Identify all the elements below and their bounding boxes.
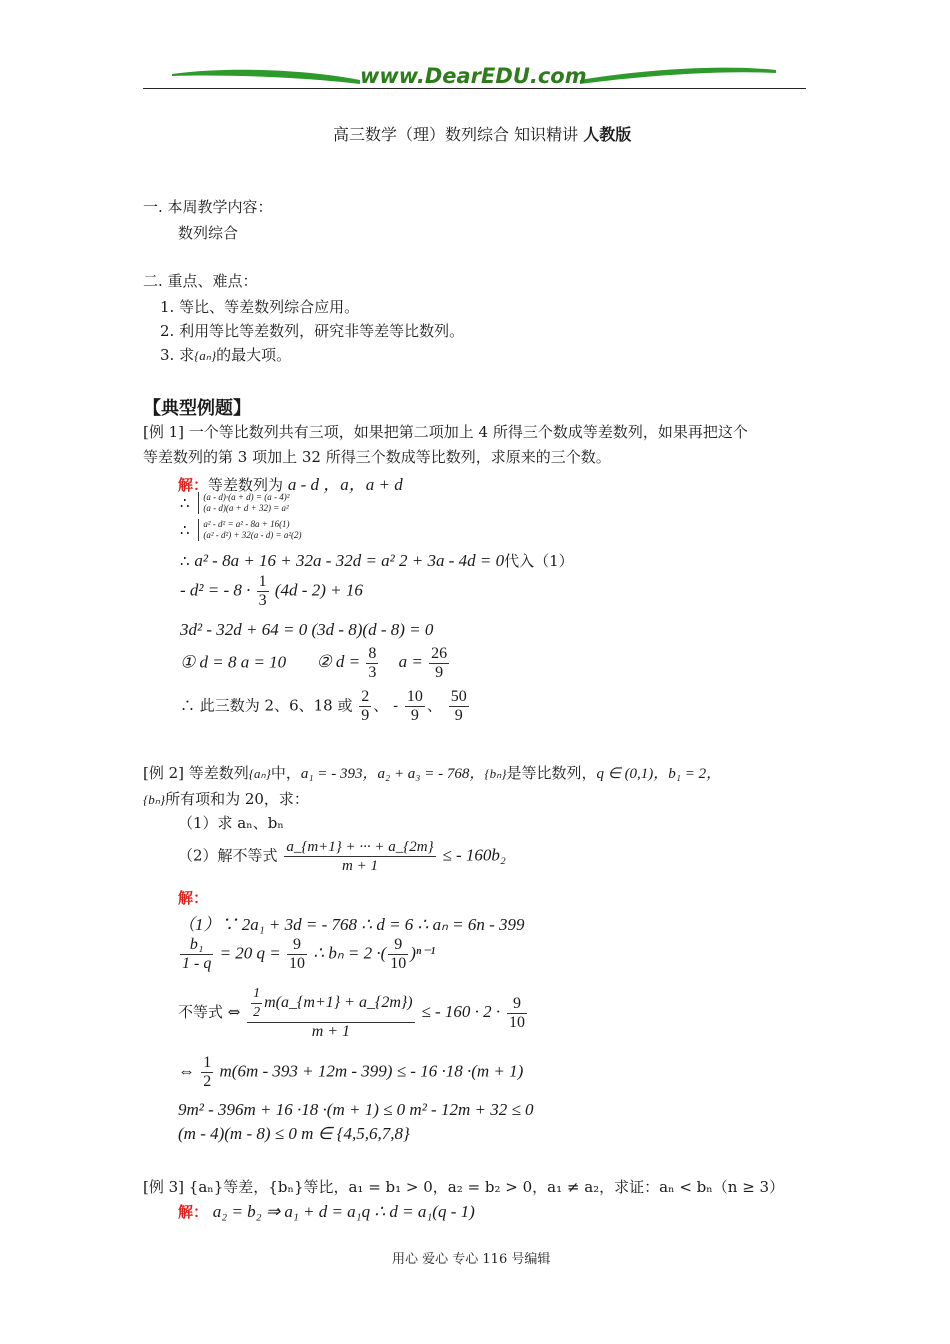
ex2-line1: [例 2] 等差数列{aₙ}中，a₁ = - 393，a₂ + a₃ = - 768，{bₙ}是等比数列，q ∈ (0,1)，b₁ = 2， bbox=[143, 764, 722, 782]
logo-text: www.DearEDU.com bbox=[360, 64, 587, 88]
ex2-q1: （1）求 aₙ、bₙ bbox=[178, 814, 284, 832]
ex1-equation-line: ∴ a² - 8a + 16 + 32a - 32d = a² 2 + 3a - 4d = 0代入（1） bbox=[180, 551, 574, 570]
title-main: 高三数学（理）数列综合 知识精讲 bbox=[333, 125, 584, 144]
header-rule bbox=[143, 88, 806, 89]
ex2-step2: $\frac{\text{b₁}}{1 - q}$ = 20 q = $\frac{9}{10}$ ∴ bₙ = 2 ·( $\frac{9}{10}$ )ⁿ⁻¹ bbox=[182, 936, 436, 972]
title-edition: 人教版 bbox=[583, 125, 632, 144]
ex1-quadratic: 3d² - 32d + 64 = 0 (3d - 8)(d - 8) = 0 bbox=[180, 620, 434, 639]
ex1-system2: ∴ a² - d² = a² - 8a + 16(1) (a² - d²) + 32(a - d) = a²(2) bbox=[180, 519, 302, 540]
ex1-line1: [例 1] 一个等比数列共有三项，如果把第二项加上 4 所得三个数成等差数列，如果再把这个 bbox=[143, 423, 748, 441]
ex2-q2: （2）解不等式 $\frac{a\_\{m+1\} + \cdot\cdot\cdot + a\_\{2m\}}{m + 1}$ ≤ - 160b₂ bbox=[178, 839, 506, 874]
ex2-step5: 9m² - 396m + 16 ·18 ·(m + 1) ≤ 0 m² - 12m + 32 ≤ 0 bbox=[178, 1100, 534, 1119]
ex3-line1: [例 3] {aₙ}等差，{bₙ}等比，a₁ = b₁ > 0，a₂ = b₂ > 0，a₁ ≠ a₂，求证：aₙ < bₙ（n ≥ 3） bbox=[143, 1178, 785, 1196]
section2-item3: 3. 求{aₙ}的最大项。 bbox=[160, 346, 292, 364]
ex1-answer: ∴ 此三数为 2、6、18 或 $\frac{2}{9}$ 、 - $\frac{10}{9}$ 、 $\frac{50}{9}$ bbox=[180, 688, 467, 724]
examples-heading: 【典型例题】 bbox=[143, 398, 251, 419]
section1-content: 数列综合 bbox=[178, 224, 239, 242]
ex1-cases: ① d = 8 a = 10 ② d = $\frac{8}{3}$ a = $\frac{26}{9}$ bbox=[180, 645, 448, 681]
section2-heading: 二. 重点、难点： bbox=[143, 272, 258, 290]
page-title bbox=[333, 122, 631, 145]
section1-heading: 一. 本周教学内容： bbox=[143, 198, 273, 216]
ex1-line2: 等差数列的第 3 项加上 32 所得三个数成等比数列，求原来的三个数。 bbox=[143, 448, 611, 466]
sys1-row2: (a - d)(a + d + 32) = a² bbox=[203, 503, 289, 513]
ex2-solution-label: 解： bbox=[178, 889, 209, 907]
sys1-row1: (a - d)·(a + d) = (a - 4)² bbox=[203, 492, 290, 502]
ex2-line2: {bₙ}所有项和为 20，求： bbox=[143, 790, 309, 808]
sys2-row2: (a² - d²) + 32(a - d) = a²(2) bbox=[203, 530, 302, 540]
ex1-terms: a - d ，a，a + d bbox=[287, 475, 403, 494]
ex1-solution-intro: 解：等差数列为 a - d ，a，a + d bbox=[178, 475, 403, 494]
ex2-step6: (m - 4)(m - 8) ≤ 0 m ∈ {4,5,6,7,8} bbox=[178, 1124, 410, 1143]
page-footer: 用心 爱心 专心 116 号编辑 bbox=[392, 1252, 551, 1267]
ex1-d2-line: - d² = - 8 · $\frac{1}{3}$ (4d - 2) + 16 bbox=[180, 573, 363, 609]
ex2-inequality: 不等式 ⇔ $\frac{1}{2}$ m(a_{m+1} + a_{2m}) m + 1 ≤ - 160 · 2 · $\frac{9}{10}$ bbox=[178, 986, 525, 1040]
section2-item1: 1. 等比、等差数列综合应用。 bbox=[160, 298, 360, 316]
ex3-solution: 解： a₂ = b₂ ⇒ a₁ + d = a₁q ∴ d = a₁(q - 1) bbox=[178, 1202, 475, 1221]
solution-label: 解： bbox=[178, 476, 209, 494]
section2-item2: 2. 利用等比等差数列，研究非等差等比数列。 bbox=[160, 322, 465, 340]
ex2-step4: ⇔ $\frac{1}{2}$ m(6m - 393 + 12m - 399) ≤ - 16 ·18 ·(m + 1) bbox=[178, 1054, 524, 1090]
sys2-row1: a² - d² = a² - 8a + 16(1) bbox=[203, 519, 290, 529]
ex1-system1: ∴ (a - d)·(a + d) = (a - 4)² (a - d)(a + d + 32) = a² bbox=[180, 492, 290, 513]
set-an: {aₙ} bbox=[194, 348, 217, 363]
ex2-step1: （1）∵ 2a₁ + 3d = - 768 ∴ d = 6 ∴ aₙ = 6n - 399 bbox=[178, 915, 525, 934]
